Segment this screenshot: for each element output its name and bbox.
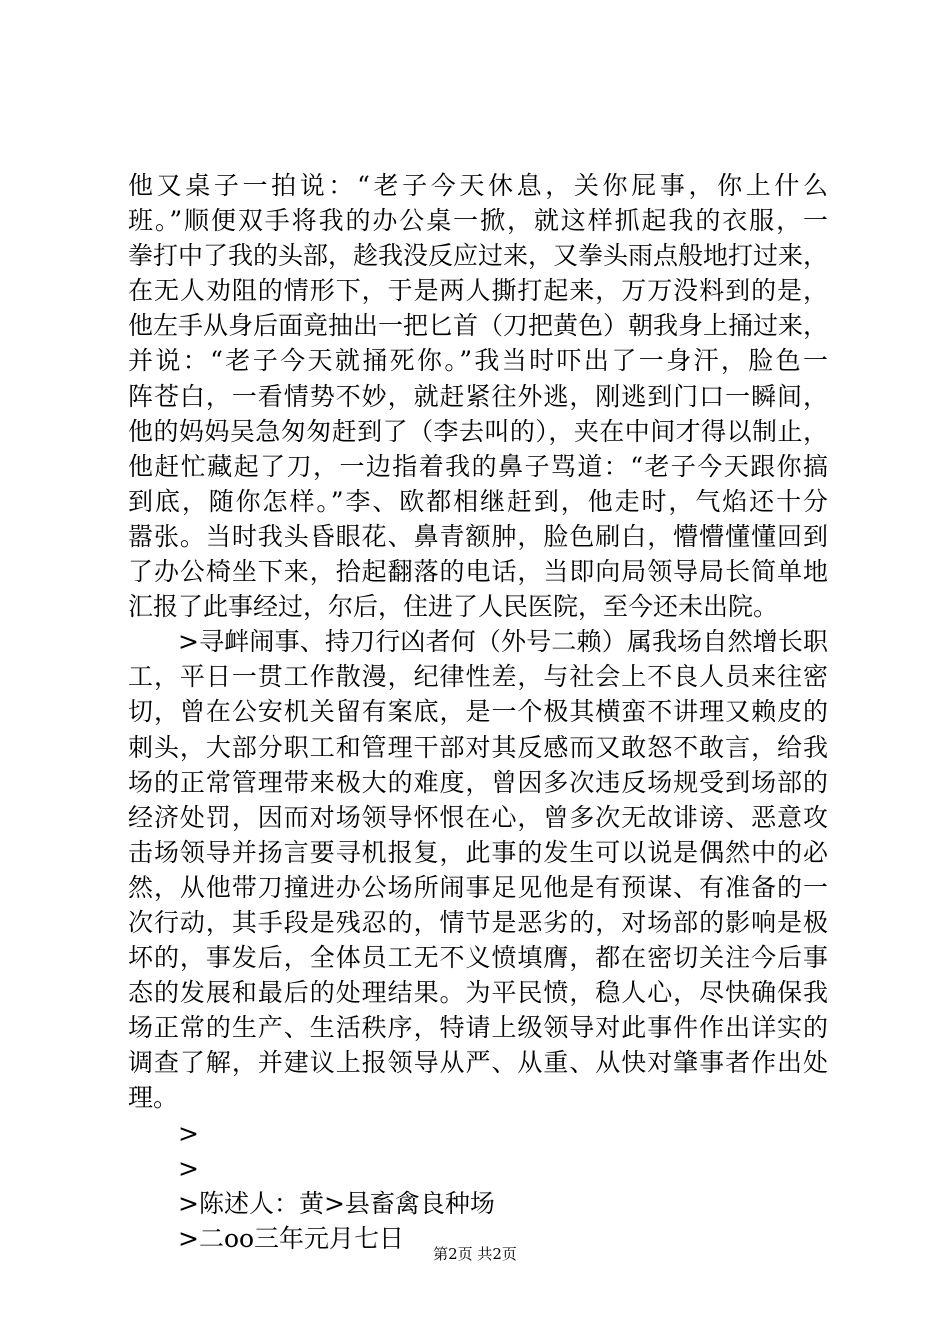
text-line: 在无人劝阻的情形下，于是两人撕打起来，万万没料到的是， [128,276,828,306]
paragraph-1 [128,168,828,624]
text-line: 击场领导并扬言要寻机报复，此事的发生可以说是偶然中的必 [128,837,828,867]
text-line: 态的发展和最后的处理结果。为平民愤，稳人心，尽快确保我 [128,978,828,1008]
blank-marker: > [178,1118,199,1148]
text-line: 阵苍白，一看情势不妙，就赶紧往外逃，刚逃到门口一瞬间， [128,381,828,411]
text-line: 次行动，其手段是残忍的，情节是恶劣的，对场部的影响是极 [128,907,828,937]
text-line: 拳打中了我的头部，趁我没反应过来，又拳头雨点般地打过来， [128,241,829,271]
text-line: 嚣张。当时我头昏眼花、鼻青额肿，脸色刷白，懵懵懂懂回到 [128,521,828,551]
text-line: 并说：“老子今天就捅死你。”我当时吓出了一身汗，脸色一 [128,346,828,376]
date: >二oo三年元月七日 [178,1223,405,1253]
text-line: >寻衅闹事、持刀行凶者何（外号二赖）属我场自然增长职 [178,627,828,657]
text-line: 他又桌子一拍说：“老子今天休息，关你屁事，你上什么 [128,171,828,200]
text-line: 到底，随你怎样。”李、欧都相继赶到，他走时，气焰还十分 [128,486,828,516]
text-line: 场正常的生产、生活秩序，特请上级领导对此事件作出详实的 [128,1013,828,1043]
text-line: 了办公椅坐下来，拾起翻落的电话，当即向局领导局长简单地 [128,557,828,587]
text-line: 坏的，事发后，全体员工无不义愤填膺，都在密切关注今后事 [128,943,828,973]
text-line: 他的妈妈吴急匆匆赶到了（李去叫的），夹在中间才得以制止， [128,416,828,446]
signature: >陈述人：黄>县畜禽良种场 [178,1188,495,1218]
text-line: 切，曾在公安机关留有案底，是一个极其横蛮不讲理又赖皮的 [128,697,828,727]
text-line: 场的正常管理带来极大的难度，曾因多次违反场规受到场部的 [128,767,828,797]
text-line: 理。 [128,1083,179,1113]
text-line: 刺头，大部分职工和管理干部对其反感而又敢怒不敢言，给我 [128,732,828,762]
page-footer [0,1244,950,1264]
blank-marker: > [178,1153,199,1183]
paragraph-2 [128,624,828,1115]
text-line: 经济处罚，因而对场领导怀恨在心，曾多次无故诽谤、恶意攻 [128,802,828,832]
text-line: 调查了解，并建议上报领导从严、从重、从快对肇事者作出处 [128,1048,828,1078]
text-line: 工，平日一贯工作散漫，纪律性差，与社会上不良人员来往密 [128,662,828,692]
text-line: 然，从他带刀撞进办公场所闹事足见他是有预谋、有准备的一 [128,872,828,902]
document-body [128,168,828,1256]
text-line: 汇报了此事经过，尔后，住进了人民医院，至今还未出院。 [128,592,779,622]
page-number: 第2页 共2页 [433,1245,517,1263]
text-line: 他赶忙藏起了刀，一边指着我的鼻子骂道：“老子今天跟你搞 [128,451,828,481]
text-line: 他左手从身后面竟抽出一把匕首（刀把黄色）朝我身上捅过来， [128,311,829,341]
text-line: 班。”顺便双手将我的办公桌一掀，就这样抓起我的衣服，一 [128,206,828,236]
